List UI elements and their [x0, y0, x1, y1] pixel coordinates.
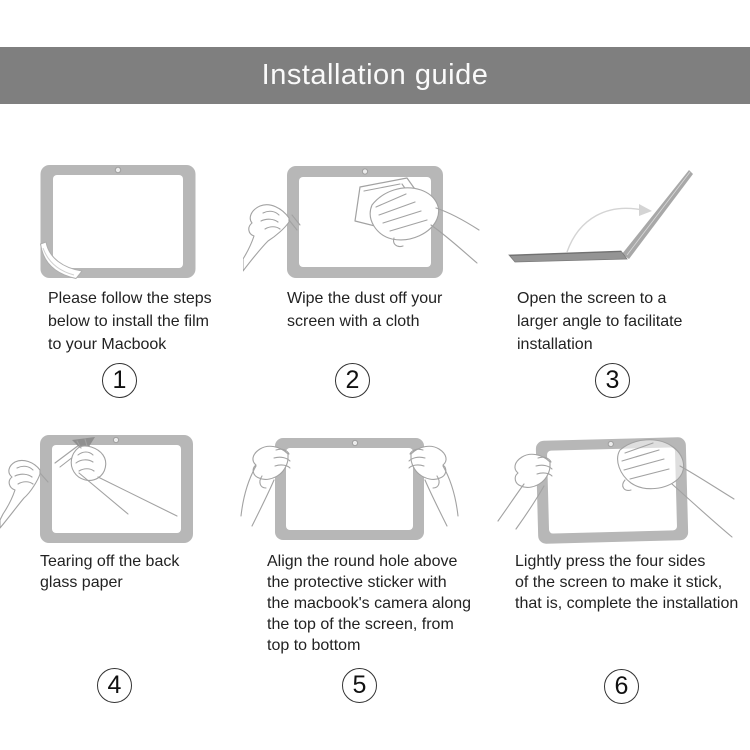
step-text-line: Please follow the steps: [48, 290, 212, 307]
step-1-number-badge: 1: [102, 363, 137, 398]
step-text-line: that is, complete the installation: [515, 595, 739, 612]
camera-dot-icon: [608, 441, 613, 446]
step-text-line: to your Macbook: [48, 336, 167, 353]
tablet-screen: [286, 448, 413, 530]
step-text-line: larger angle to facilitate: [517, 313, 683, 330]
step-4-number-badge: 4: [97, 668, 132, 703]
open-laptop-illustration: [505, 160, 700, 268]
laptop-base: [509, 251, 627, 262]
step-3-number-badge: 3: [595, 363, 630, 398]
step-text-line: the macbook's camera along: [267, 595, 472, 612]
step-text-line: Tearing off the back: [40, 553, 180, 570]
step-text-line: Align the round hole above: [267, 553, 458, 570]
step-text-line: installation: [517, 336, 593, 353]
camera-dot-icon: [352, 440, 357, 445]
camera-dot-icon: [113, 437, 118, 442]
step-text-line: the protective sticker with: [267, 574, 447, 591]
step-text-line: top to bottom: [267, 637, 361, 654]
step-text-line: glass paper: [40, 574, 123, 591]
step-text-line: the top of the screen, from: [267, 616, 454, 633]
step-text-line: Lightly press the four sides: [515, 553, 706, 570]
align-film-illustration: [240, 428, 480, 548]
camera-dot-icon: [362, 169, 367, 174]
wipe-screen-illustration: [243, 158, 480, 293]
step-text-line: below to install the film: [48, 313, 209, 330]
step-text-line: Open the screen to a: [517, 290, 667, 307]
arrow-head-icon: [639, 204, 652, 216]
step-2-caption: [287, 287, 442, 333]
press-sides-illustration: [492, 428, 737, 552]
step-text-line: Wipe the dust off your: [287, 290, 443, 307]
step-6-caption: [515, 551, 738, 614]
step-1-caption: [48, 287, 212, 356]
step-5-caption: [267, 551, 471, 656]
page-title: Installation guide: [261, 59, 489, 91]
step-text-line: of the screen to make it stick,: [515, 574, 723, 591]
camera-dot-icon: [115, 167, 120, 172]
step-3-caption: [517, 287, 682, 356]
step-5-number-badge: 5: [342, 668, 377, 703]
film-with-peeled-corner-illustration: [39, 162, 197, 280]
tear-backing-illustration: [0, 428, 200, 552]
header-banner: [0, 47, 750, 104]
step-6-number-badge: 6: [604, 669, 639, 704]
step-2-number-badge: 2: [335, 363, 370, 398]
step-4-caption: [40, 551, 179, 593]
step-text-line: screen with a cloth: [287, 313, 420, 330]
screen-highlight-line: [627, 172, 690, 255]
tablet-screen: [53, 175, 183, 268]
